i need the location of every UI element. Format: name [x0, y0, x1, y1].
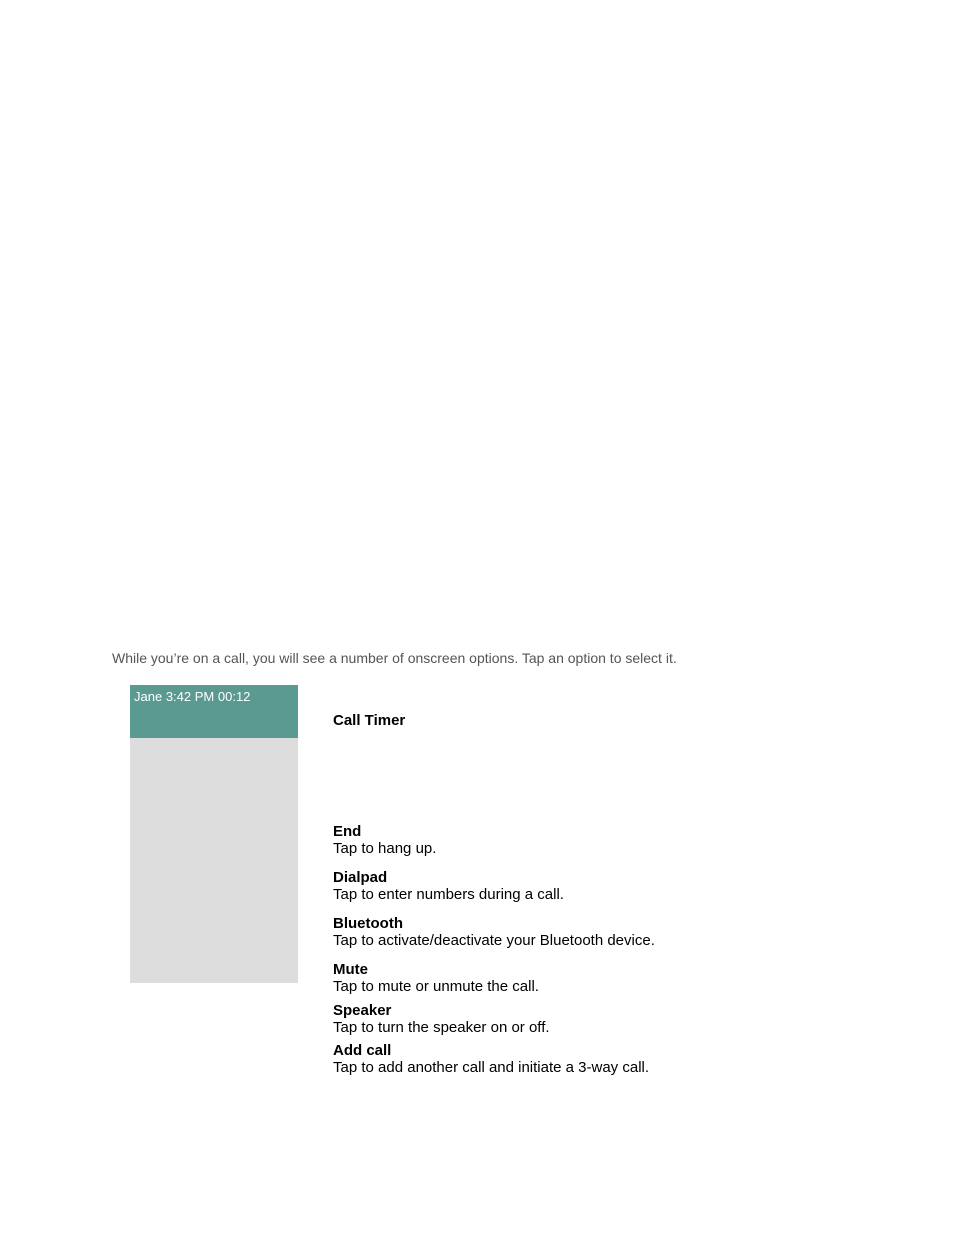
caller-name: Jane — [134, 689, 163, 704]
intro-text: While you’re on a call, you will see a number of onscreen options. Tap an option to select it. — [112, 650, 677, 666]
phone-screen — [130, 685, 298, 983]
callout-4: Mute Tap to mute or unmute the call. — [333, 961, 539, 995]
callout-2: Dialpad Tap to enter numbers during a call. — [333, 869, 564, 903]
call-timer: 00:12 — [217, 689, 251, 704]
callout-5: Speaker Tap to turn the speaker on or off. — [333, 1002, 550, 1036]
callout-3: Bluetooth Tap to activate/deactivate your Bluetooth device. — [333, 915, 655, 949]
status-time: 3:42 PM — [165, 689, 215, 704]
callout-1: End Tap to hang up. — [333, 823, 437, 857]
callout-0: Call Timer — [333, 712, 406, 729]
callout-6: Add call Tap to add another call and initiate a 3-way call. — [333, 1042, 650, 1076]
